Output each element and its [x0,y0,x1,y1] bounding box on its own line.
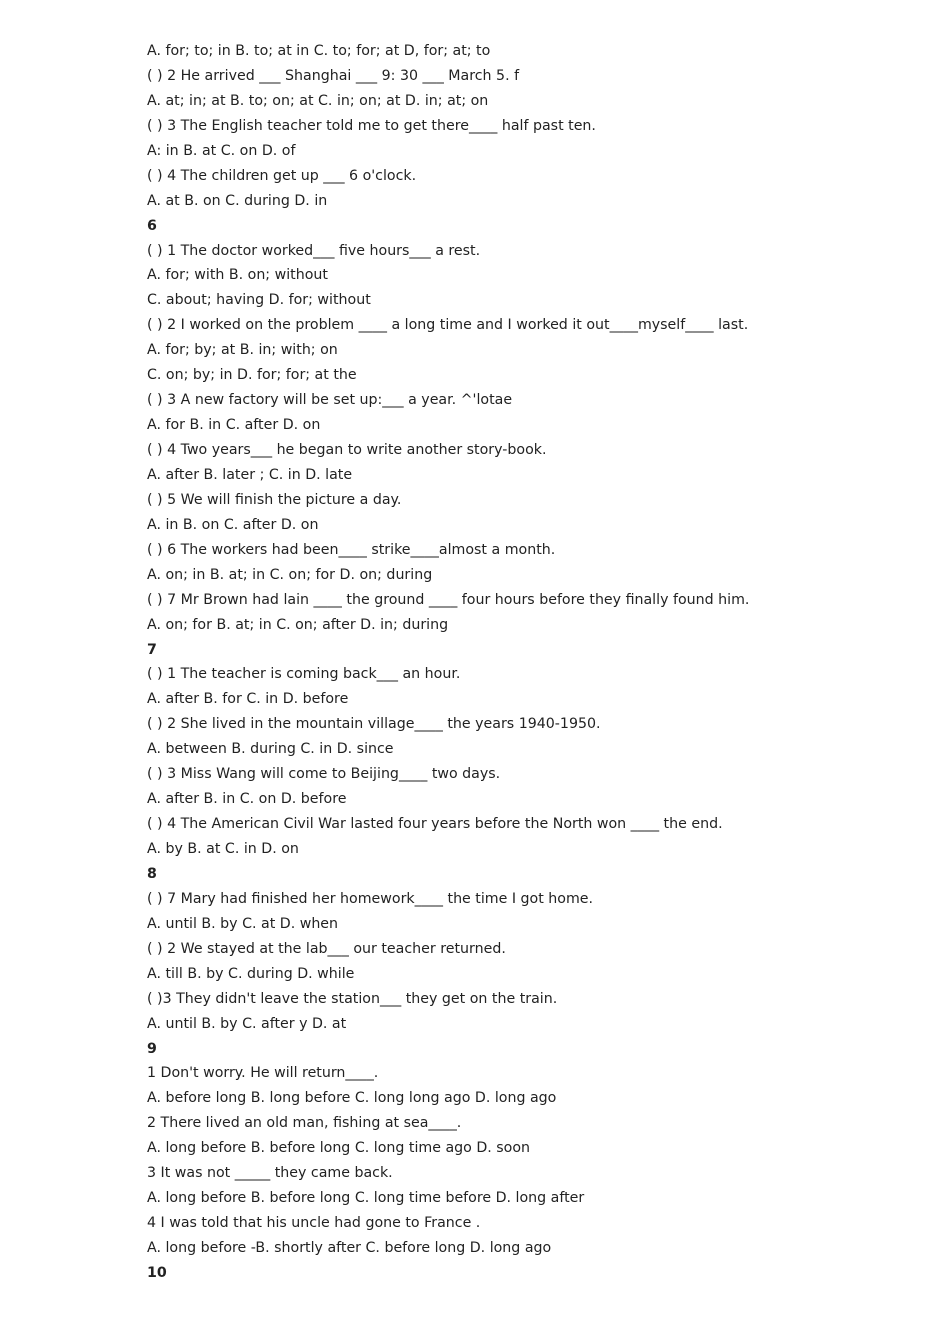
document-line: A. long before B. before long C. long time before D. long after [147,1190,585,1207]
document-line: 3 It was not _____ they came back. [147,1165,393,1182]
document-line: A. long before B. before long C. long time ago D. soon [147,1140,531,1157]
document-line: A. between B. during C. in D. since [147,741,394,758]
section-number: 7 [147,641,157,658]
document-line: A. until B. by C. after y D. at [147,1015,347,1032]
document-line: 4 I was told that his uncle had gone to France . [147,1215,481,1232]
document-line: ( ) 7 Mr Brown had lain ____ the ground ____ four hours before they finally found him. [147,591,750,608]
document-line: ( ) 7 Mary had finished her homework____ the time I got home. [147,890,594,907]
document-line: 2 There lived an old man, fishing at sea____. [147,1115,462,1132]
document-line: C. about; having D. for; without [147,292,371,309]
document-line: ( ) 1 The teacher is coming back___ an hour. [147,666,461,683]
document-line: 1 Don't worry. He will return____. [147,1065,379,1082]
document-line: ( ) 4 Two years___ he began to write another story-book. [147,442,547,458]
document-line: ( ) 4 The children get up ___ 6 o'clock. [147,167,417,184]
section-number: 8 [147,865,157,882]
document-line: A. for; to; in B. to; at in C. to; for; at D, for; at; to [147,43,491,59]
document-line: ( ) 6 The workers had been____ strike____almost a month. [147,541,556,558]
document-line: A. till B. by C. during D. while [147,965,355,982]
document-line: A. after B. later ; C. in D. late [147,466,353,483]
document-line: A. for; with B. on; without [147,267,328,284]
document-line: A. after B. in C. on D. before [147,791,347,808]
section-number: 10 [147,1264,167,1281]
document-line: A. on; for B. at; in C. on; after D. in; during [147,616,449,633]
document-line: ( ) 3 The English teacher told me to get there____ half past ten. [147,117,596,134]
document-page [147,39,907,1286]
document-line: A. after B. for C. in D. before [147,691,349,708]
section-number: 6 [147,217,157,234]
document-line: A. at; in; at B. to; on; at C. in; on; at D. in; at; on [147,92,489,109]
document-line: A. at B. on C. during D. in [147,192,328,209]
document-line: A. for; by; at B. in; with; on [147,342,338,359]
document-line: A. until B. by C. at D. when [147,915,339,932]
document-line: A. by B. at C. in D. on [147,841,299,857]
document-line: A. for B. in C. after D. on [147,417,321,434]
document-line: ( ) 2 She lived in the mountain village____ the years 1940-1950. [147,716,601,733]
document-line: ( ) 2 I worked on the problem ____ a long time and I worked it out____myself____ last. [147,317,749,334]
document-line: A: in B. at C. on D. of [147,142,296,159]
document-line: A. long before -B. shortly after C. before long D. long ago [147,1240,552,1256]
document-line: ( ) 3 Miss Wang will come to Beijing____ two days. [147,766,501,783]
document-line: ( ) 2 He arrived ___ Shanghai ___ 9: 30 ___ March 5. f [147,67,520,84]
document-line: A. in B. on C. after D. on [147,516,319,533]
document-line: A. before long B. long before C. long long ago D. long ago [147,1090,557,1107]
document-line: ( ) 2 We stayed at the lab___ our teacher returned. [147,940,506,957]
document-line: ( )3 They didn't leave the station___ they get on the train. [147,990,558,1007]
section-number: 9 [147,1040,157,1057]
document-line: ( ) 1 The doctor worked___ five hours___ a rest. [147,242,481,259]
document-line: ( ) 5 We will finish the picture a day. [147,491,402,508]
document-line: A. on; in B. at; in C. on; for D. on; during [147,566,433,583]
document-line: ( ) 4 The American Civil War lasted four years before the North won ____ the end. [147,816,723,833]
document-line: ( ) 3 A new factory will be set up:___ a year. ^'lotae [147,392,513,409]
document-line: C. on; by; in D. for; for; at the [147,367,357,384]
